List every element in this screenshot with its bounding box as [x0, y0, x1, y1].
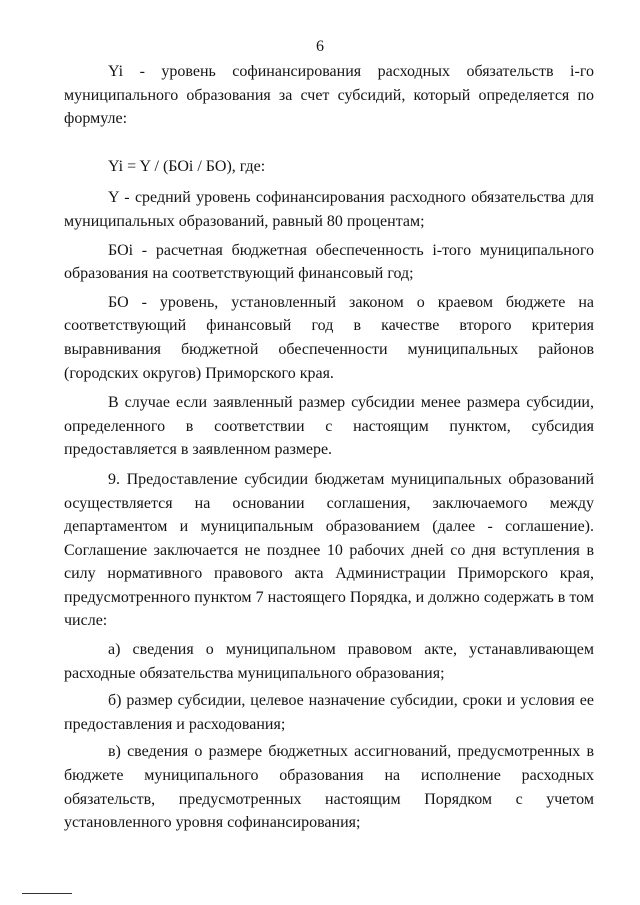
bo-definition-paragraph: БО - уровень, установленный законом о краевом бюджете на соответствующий финансовый год в качестве второго критерия выравнивания бюджетной обеспеченности муниципальных районов (городских округов) Приморского края. — [64, 293, 594, 382]
subitem-b-paragraph: б) размер субсидии, целевое назначение субсидии, сроки и условия ее предоставления и расходования; — [64, 692, 594, 733]
item-9-paragraph: 9. Предоставление субсидии бюджетам муниципальных образований осуществляется на основании соглашения, заключаемого между департаментом и муниципальным образованием (далее - соглашение). Соглашение заключается не позднее 10 рабочих дней со дня вступления в силу нормативного правового акта Администрации Приморского края, предусмотренного пунктом 7 настоящего Порядка, и должно содержать в том числе: — [64, 470, 594, 630]
subitem-a-paragraph: а) сведения о муниципальном правовом акте, устанавливающем расходные обязательства муниципального образования; — [64, 641, 594, 682]
yi-definition-paragraph: Yi - уровень софинансирования расходных обязательств i-го муниципального образования за счет субсидий, который определяется по формуле: — [64, 63, 594, 128]
y-definition-paragraph: Y - средний уровень софинансирования расходного обязательства для муниципальных образований, равный 80 процентам; — [64, 189, 594, 230]
declared-amount-paragraph: В случае если заявленный размер субсидии менее размера субсидии, определенного в соответствии с настоящим пунктом, субсидия предоставляется в заявленном размере. — [64, 394, 594, 459]
subitem-v-paragraph: в) сведения о размере бюджетных ассигнований, предусмотренных в бюджете муниципального образования на исполнение расходных обязательств, предусмотренных настоящим Порядком с учетом установленного уровня софинансирования; — [64, 743, 594, 832]
document-body — [64, 60, 594, 835]
boi-definition-paragraph: БОi - расчетная бюджетная обеспеченность i-того муниципального образования на соответствующий финансовый год; — [64, 241, 594, 283]
footnote-separator-line — [22, 893, 72, 894]
subsidy-formula: Yi = Y / (БОi / БО), где: — [108, 157, 266, 175]
page-number: 6 — [316, 38, 324, 55]
